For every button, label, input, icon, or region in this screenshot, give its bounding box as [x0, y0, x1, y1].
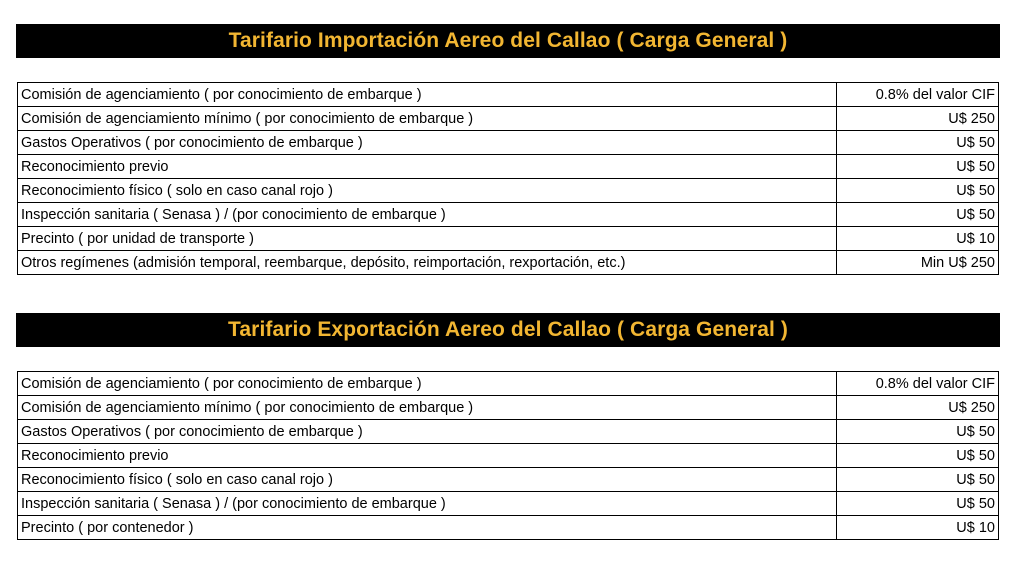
concept-cell: Reconocimiento físico ( solo en caso canal rojo ) [18, 179, 837, 203]
value-cell: U$ 50 [837, 468, 999, 492]
concept-cell: Inspección sanitaria ( Senasa ) / (por conocimiento de embarque ) [18, 203, 837, 227]
value-cell: U$ 10 [837, 516, 999, 540]
table-row [18, 516, 999, 540]
table-row [18, 468, 999, 492]
concept-cell: Comisión de agenciamiento ( por conocimiento de embarque ) [18, 83, 837, 107]
table-row [18, 203, 999, 227]
value-cell: 0.8% del valor CIF [837, 372, 999, 396]
export-title: Tarifario Exportación Aereo del Callao ( Carga General ) [228, 318, 788, 341]
table-row [18, 420, 999, 444]
value-cell: U$ 50 [837, 203, 999, 227]
table-row [18, 372, 999, 396]
concept-cell: Reconocimiento previo [18, 444, 837, 468]
table-row [18, 83, 999, 107]
concept-cell: Otros regímenes (admisión temporal, reembarque, depósito, reimportación, rexportación, etc.) [18, 251, 837, 275]
value-cell: U$ 50 [837, 420, 999, 444]
concept-cell: Comisión de agenciamiento mínimo ( por conocimiento de embarque ) [18, 396, 837, 420]
export-title-banner [16, 313, 1000, 347]
export-rates-table [17, 371, 999, 540]
import-title-banner [16, 24, 1000, 58]
import-rates-table [17, 82, 999, 275]
value-cell: U$ 50 [837, 131, 999, 155]
table-row [18, 131, 999, 155]
value-cell: U$ 250 [837, 396, 999, 420]
concept-cell: Comisión de agenciamiento ( por conocimiento de embarque ) [18, 372, 837, 396]
value-cell: Min U$ 250 [837, 251, 999, 275]
concept-cell: Comisión de agenciamiento mínimo ( por conocimiento de embarque ) [18, 107, 837, 131]
value-cell: U$ 50 [837, 179, 999, 203]
table-row [18, 179, 999, 203]
table-row [18, 492, 999, 516]
concept-cell: Gastos Operativos ( por conocimiento de embarque ) [18, 420, 837, 444]
value-cell: U$ 250 [837, 107, 999, 131]
table-row [18, 107, 999, 131]
import-title: Tarifario Importación Aereo del Callao ( Carga General ) [228, 29, 788, 52]
concept-cell: Gastos Operativos ( por conocimiento de embarque ) [18, 131, 837, 155]
value-cell: U$ 50 [837, 492, 999, 516]
table-row [18, 444, 999, 468]
concept-cell: Inspección sanitaria ( Senasa ) / (por conocimiento de embarque ) [18, 492, 837, 516]
table-row [18, 227, 999, 251]
concept-cell: Reconocimiento físico ( solo en caso canal rojo ) [18, 468, 837, 492]
value-cell: U$ 50 [837, 155, 999, 179]
value-cell: U$ 10 [837, 227, 999, 251]
concept-cell: Reconocimiento previo [18, 155, 837, 179]
concept-cell: Precinto ( por unidad de transporte ) [18, 227, 837, 251]
concept-cell: Precinto ( por contenedor ) [18, 516, 837, 540]
import-section [16, 24, 1000, 275]
table-row [18, 251, 999, 275]
table-row [18, 155, 999, 179]
value-cell: 0.8% del valor CIF [837, 83, 999, 107]
export-section [16, 313, 1000, 540]
table-row [18, 396, 999, 420]
value-cell: U$ 50 [837, 444, 999, 468]
